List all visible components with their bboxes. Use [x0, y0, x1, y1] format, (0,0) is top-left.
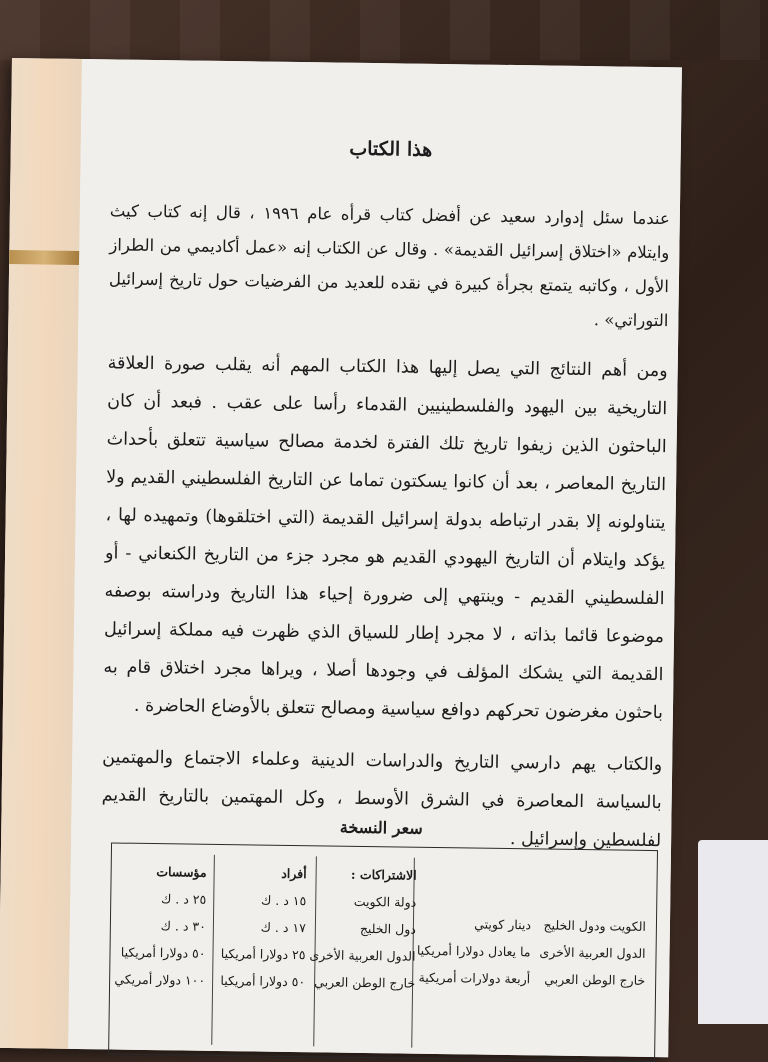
price-table — [108, 842, 658, 1062]
individual-price: ٥٠ دولارا أمريكيا — [220, 973, 306, 990]
institutions-header: مؤسسات — [156, 864, 207, 880]
paragraph-findings: ومن أهم النتائج التي يصل إليها هذا الكتاب المهم أنه يقلب صورة العلاقة التاريخية بين اليهود والفلسطينيين القدماء رأسا على عقب . فبعد أن كان الباحثون الذين زيفوا تاريخ تلك الفترة لخدمة مصالح سياسية تتعلق بأحداث التاريخ المعاصر ، بعد أن كانوا يسكتون تماما عن التاريخ الفلسطيني القديم ولا يتناولونه إلا بقدر ارتباطه بدولة إسرائيل القديمة (التي اختلقوها) وتمهيده لها ، يؤكد وايتلام أن التاريخ اليهودي القديم هو مجرد جزء من التاريخ الكنعاني - أو الفلسطيني القديم - وينتهي إلى ضرورة إحياء هذا التاريخ ودراسته بوصفه موضوعا قائما بذاته ، لا مجرد إطار للسياق الذي ظهرت فيه مملكة إسرائيل القديمة التي يشكك المؤلف في وجودها أصلا ، ويراها مجرد اختلاق قام به باحثون مغرضون تحركهم دوافع سياسية ومصالح تتعلق بالأوضاع الحاضرة . — [103, 353, 668, 724]
region-name: الكويت ودول الخليج — [543, 917, 647, 934]
subscriptions-header: الاشتراكات : — [350, 866, 417, 883]
paragraph-intro: عندما سئل إدوارد سعيد عن أفضل كتاب قرأه عام ١٩٩٦ ، قال إنه كتاب كيث وايتلام «اختلاق إسرائيل القديمة» . وقال عن الكتاب إنه «عمل أكاديمي من الطراز الأول ، وكاتبه يتمتع بجرأة كبيرة في نقده للعديد من الفرضيات حول تاريخ إسرائيل التوراتي» . — [108, 201, 670, 331]
individuals-column — [220, 859, 307, 995]
individuals-header: أفراد — [281, 865, 307, 882]
region-price: دينار كويتي — [474, 916, 532, 933]
book — [0, 58, 682, 1057]
institution-price: ٢٥ د . ك — [160, 891, 207, 907]
institution-price: ١٠٠ دولار أمريكي — [114, 971, 206, 988]
back-cover-page — [68, 59, 682, 1057]
background-object — [698, 840, 768, 1024]
individual-price: ١٧ د . ك — [260, 919, 306, 936]
cover-gold-stripe — [9, 250, 79, 265]
subscription-region: دولة الكويت — [353, 893, 417, 910]
region-name: الدول العربية الأخرى — [539, 944, 646, 961]
subscriptions-column — [309, 860, 417, 996]
regions-column — [539, 911, 646, 993]
institution-price: ٥٠ دولارا أمريكيا — [120, 944, 206, 961]
subscription-region: دول الخليج — [359, 920, 416, 937]
region-price: ما يعادل دولارا أمريكيا — [416, 942, 531, 960]
region-prices-column — [416, 910, 531, 993]
individual-price: ١٥ د . ك — [260, 892, 307, 909]
price-divider — [211, 855, 215, 1045]
wood-grain — [0, 0, 768, 60]
institutions-column — [114, 858, 207, 994]
subscription-region: الدول العربية الأخرى — [309, 947, 416, 964]
region-price: أربعة دولارات أمريكية — [418, 969, 531, 987]
paragraph-audience: والكتاب يهم دارسي التاريخ والدراسات الدينية وعلماء الاجتماع والمهتمين بالسياسة المعاصرة في الشرق الأوسط ، وكل المهتمين بالتاريخ القديم لفلسطين وإسرائيل . — [101, 747, 663, 852]
institution-price: ٣٠ د . ك — [160, 918, 207, 934]
subscription-region: خارج الوطن العربي — [314, 974, 416, 991]
individual-price: ٢٥ دولارا أمريكيا — [220, 946, 306, 963]
price-title: سعر النسخة — [339, 817, 423, 838]
page-content — [101, 134, 671, 991]
region-name: خارج الوطن العربي — [544, 971, 646, 988]
page-title: هذا الكتاب — [349, 137, 433, 161]
